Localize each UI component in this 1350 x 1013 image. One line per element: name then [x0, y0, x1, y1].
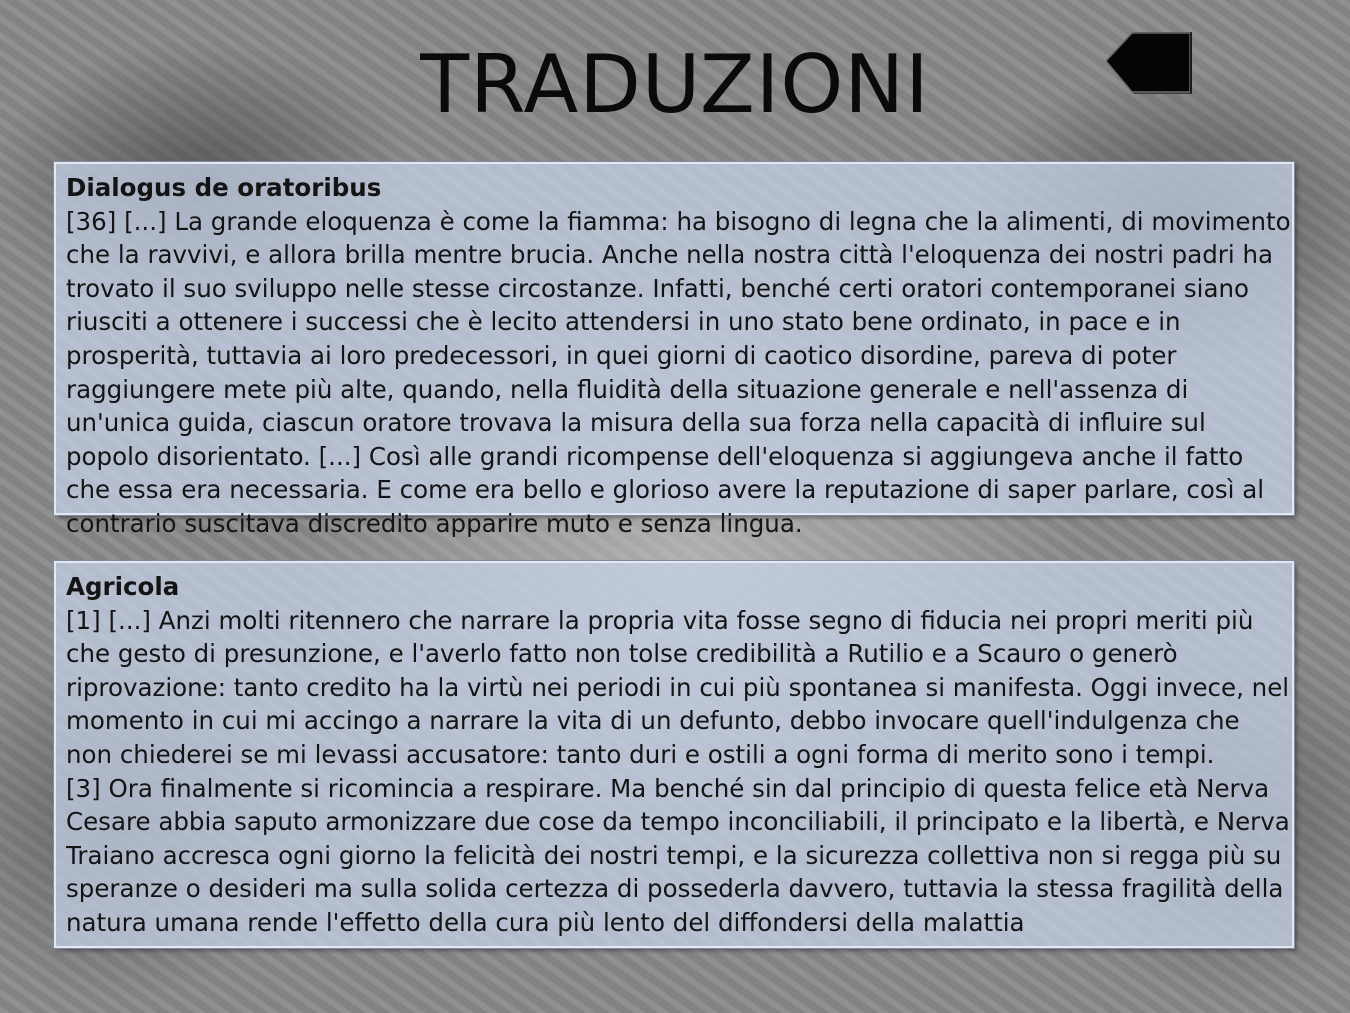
- back-arrow-icon: [1106, 30, 1194, 98]
- slide-title: TRADUZIONI: [420, 38, 930, 131]
- dialogus-section: [66, 171, 1291, 568]
- agricola-section: [66, 570, 1291, 1010]
- section-paragraph: [1] [...] Anzi molti ritennero che narrare la propria vita fosse segno di fiducia nei propri meriti più che gesto di presunzione, e l'averlo fatto non tolse credibilità a Rutilio e a Scauro o generò riprovazione: tanto credito ha la virtù nei periodi in cui più spontanea si manifesta. Oggi invece, nel momento in cui mi accingo a narrare la vita di un defunto, debbo invocare quell'indulgenza che non chiederei se mi levassi accusatore: tanto duri e ostili a ogni forma di merito sono i tempi.: [66, 605, 1290, 769]
- section-heading: Dialogus de oratoribus: [66, 173, 382, 202]
- section-heading: Agricola: [66, 572, 180, 601]
- back-button[interactable]: [1106, 30, 1194, 98]
- section-paragraph: [36] [...] La grande eloquenza è come la fiamma: ha bisogno di legna che la alimenti, di movimento che la ravvivi, e allora brilla mentre brucia. Anche nella nostra città l'eloquenza dei nostri padri ha trovato il suo sviluppo nelle stesse circostanze. Infatti, benché certi oratori contemporanei siano riusciti a ottenere i successi che è lecito attendersi in uno stato bene ordinato, in pace e in prosperità, tuttavia ai loro predecessori, in quei giorni di caotico disordine, pareva di poter raggiungere mete più alte, quando, nella fluidità della situazione generale e nell'assenza di un'unica guida, ciascun oratore trovava la misura della sua forza nella capacità di influire sul popolo disorientato. [...] Così alle grandi ricompense dell'eloquenza si aggiungeva anche il fatto che essa era necessaria. E come era bello e glorioso avere la reputazione di saper parlare, così al contrario suscitava discredito apparire muto e senza lingua.: [66, 206, 1291, 538]
- section-paragraph: [3] Ora finalmente si ricomincia a respirare. Ma benché sin dal principio di questa felice età Nerva Cesare abbia saputo armonizzare due cose da tempo inconciliabili, il principato e la libertà, e Nerva Traiano accresca ogni giorno la felicità dei nostri tempi, e la sicurezza collettiva non si regga più su speranze o desideri ma sulla solida certezza di possederla davvero, tuttavia la stessa fragilità della natura umana rende l'effetto della cura più lento del diffondersi della malattia: [66, 773, 1290, 937]
